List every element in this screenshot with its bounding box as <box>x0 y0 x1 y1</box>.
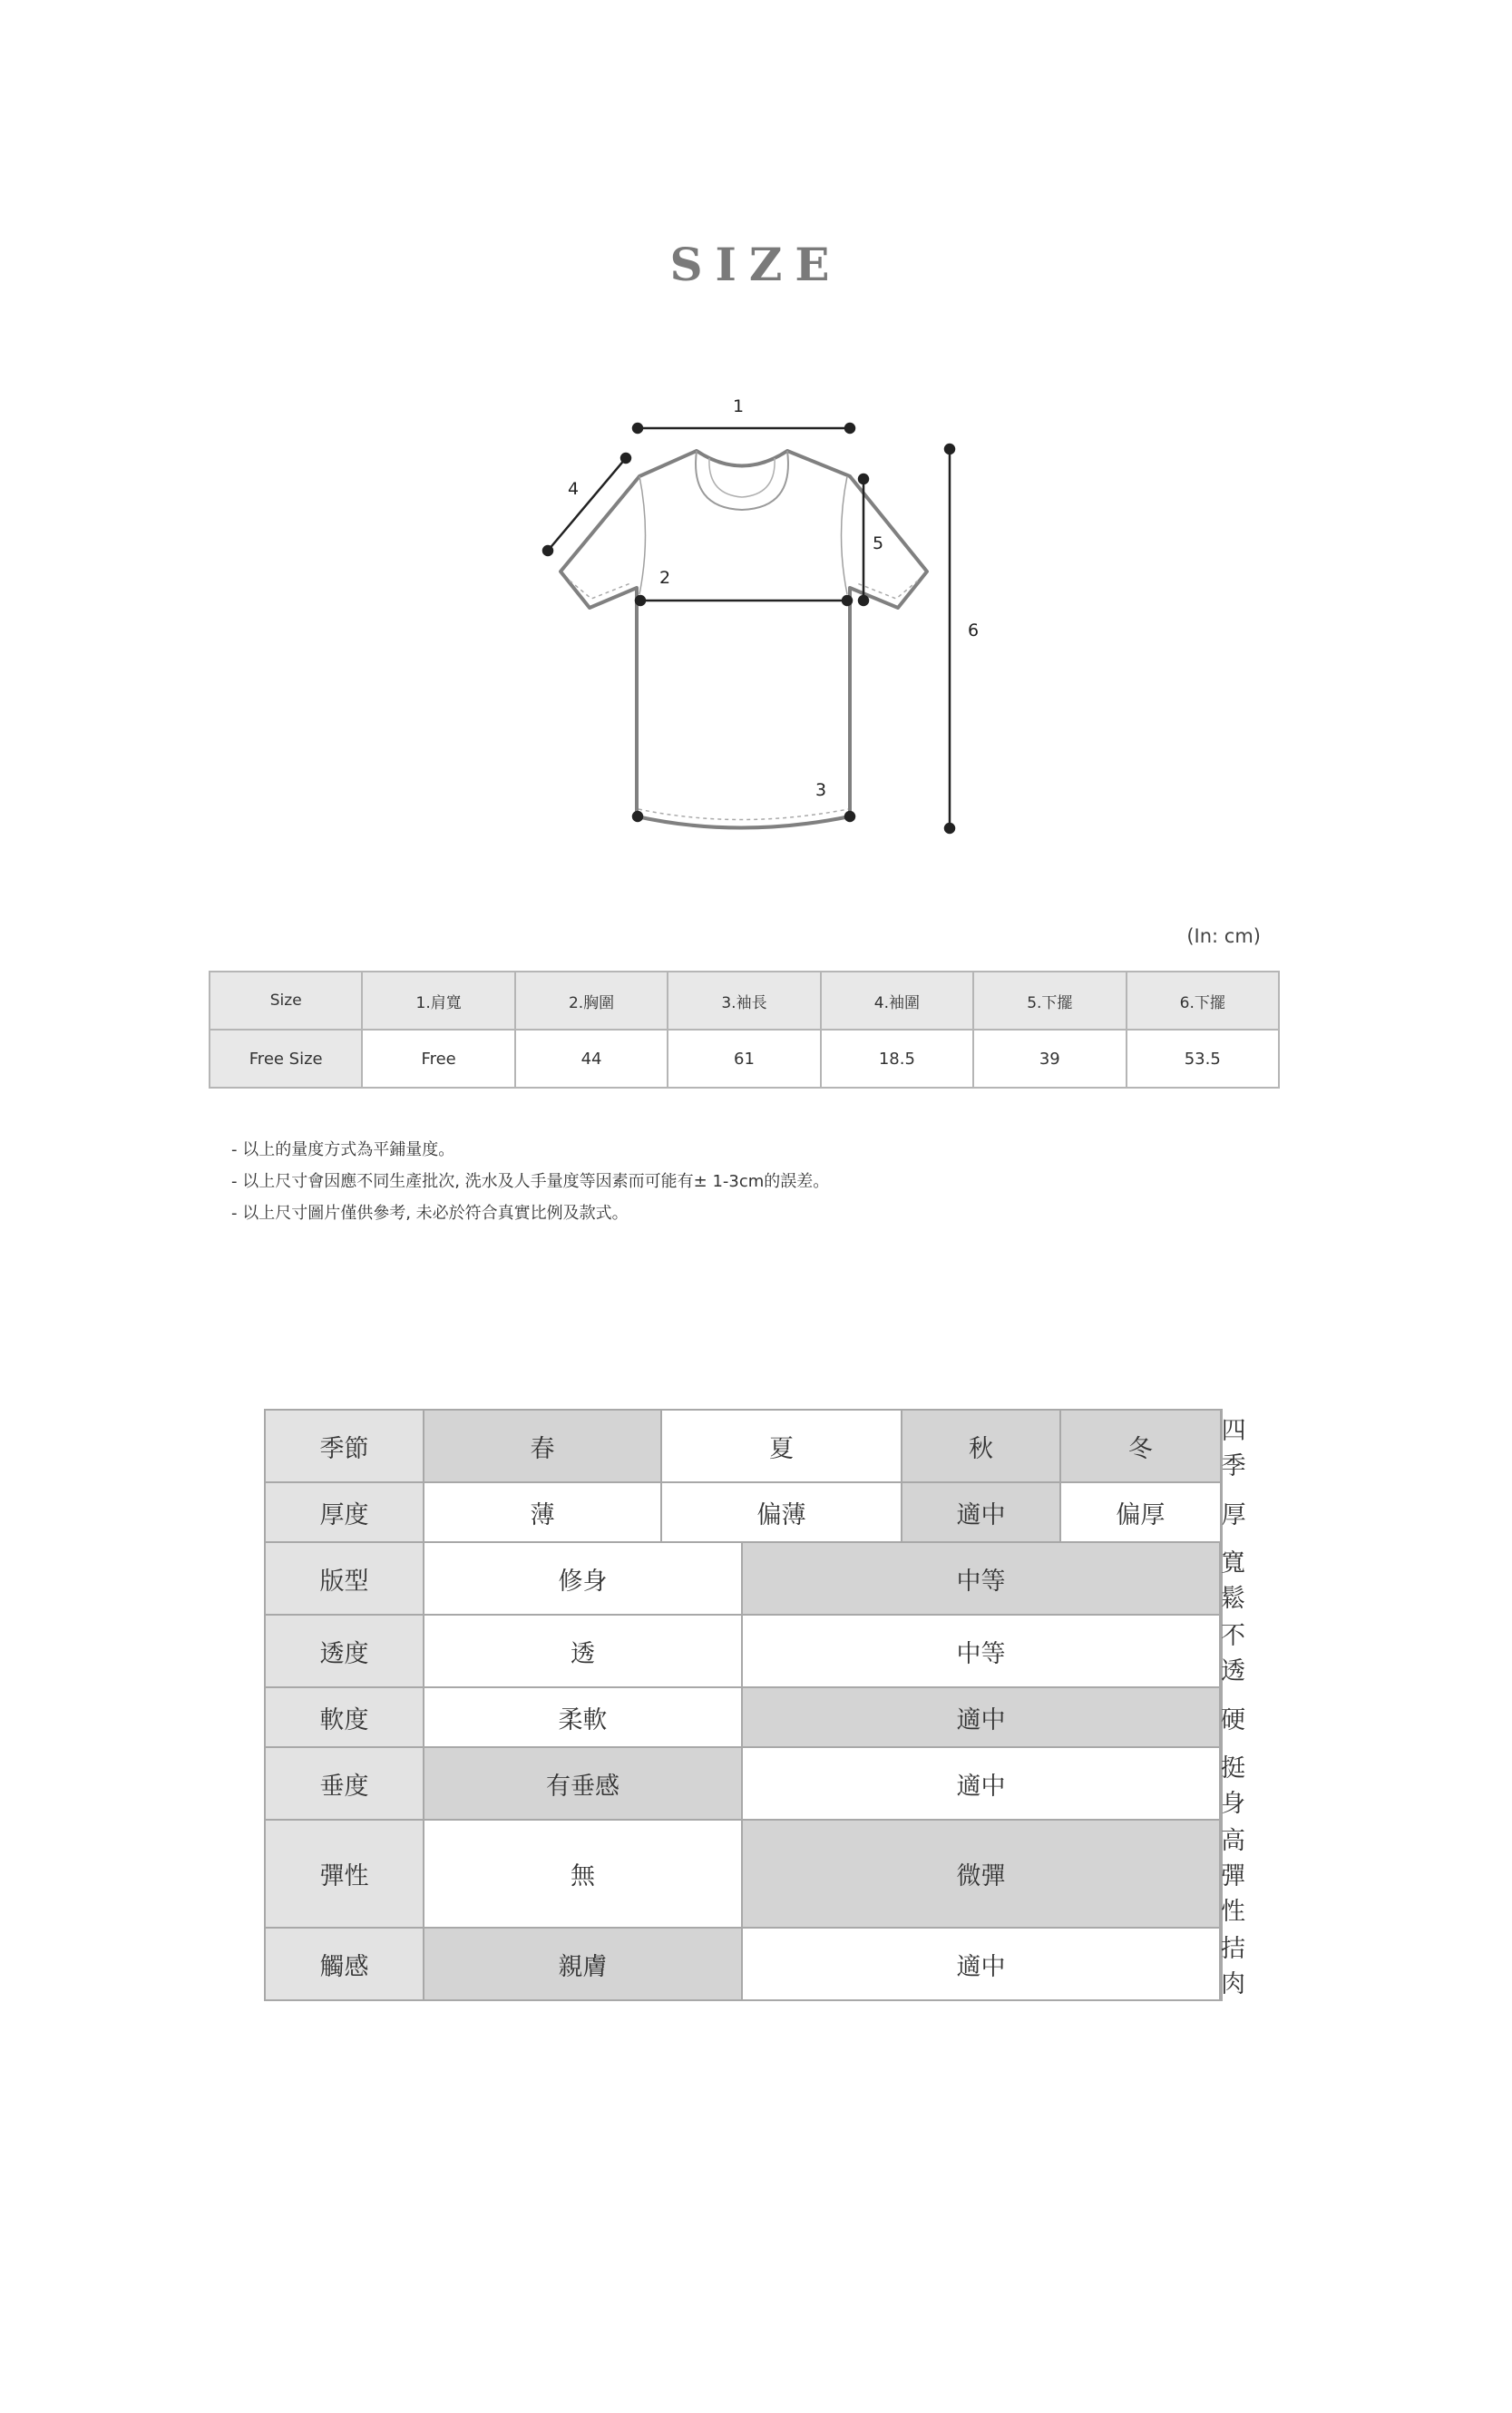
label-4: 4 <box>567 479 580 499</box>
measure-2-chest <box>636 596 852 605</box>
fabric-option: 無 <box>424 1820 742 1928</box>
label-2: 2 <box>658 568 671 588</box>
label-6: 6 <box>967 620 980 640</box>
fabric-option: 微彈 <box>742 1820 1220 1928</box>
fabric-option: 薄 <box>424 1482 661 1542</box>
fabric-row <box>265 1747 1222 1820</box>
size-header-cell: 6.下擺 <box>1127 972 1279 1030</box>
fabric-row-label: 彈性 <box>265 1820 424 1928</box>
fabric-option: 親膚 <box>424 1928 742 2000</box>
fabric-row <box>265 1482 1222 1542</box>
size-header-cell: 2.胸圍 <box>515 972 668 1030</box>
fabric-table <box>264 1409 1246 2001</box>
fabric-option: 柔軟 <box>424 1687 742 1747</box>
size-cell: 44 <box>515 1030 668 1088</box>
fabric-row <box>265 1410 1222 1482</box>
size-table <box>209 971 1280 1089</box>
fabric-row-label: 垂度 <box>265 1747 424 1820</box>
fabric-option: 中等 <box>742 1542 1220 1615</box>
fabric-option: 夏 <box>661 1410 902 1482</box>
label-3: 3 <box>815 780 827 800</box>
fabric-option: 適中 <box>902 1482 1060 1542</box>
size-cell: 39 <box>973 1030 1126 1088</box>
fabric-option: 硬 <box>1220 1687 1222 1747</box>
size-cell: Free <box>362 1030 514 1088</box>
fabric-option: 挺身 <box>1220 1747 1222 1820</box>
size-table-header <box>210 972 1279 1030</box>
fabric-option: 不透 <box>1220 1615 1222 1687</box>
notes <box>231 1134 829 1229</box>
fabric-option: 適中 <box>742 1747 1220 1820</box>
fabric-row-label: 觸感 <box>265 1928 424 2000</box>
fabric-option: 拮肉 <box>1220 1928 1222 2000</box>
fabric-option: 秋 <box>902 1410 1060 1482</box>
label-1: 1 <box>732 396 745 416</box>
size-header-cell: 3.袖長 <box>668 972 820 1030</box>
fabric-row-label: 季節 <box>265 1410 424 1482</box>
fabric-option: 春 <box>424 1410 661 1482</box>
fabric-option: 適中 <box>742 1928 1220 2000</box>
fabric-option: 四季 <box>1221 1410 1222 1482</box>
fabric-option: 偏厚 <box>1060 1482 1221 1542</box>
tshirt-outline <box>561 451 927 828</box>
size-cell: 61 <box>668 1030 820 1088</box>
fabric-row <box>265 1542 1222 1615</box>
fabric-option: 透 <box>424 1615 742 1687</box>
size-header-cell: 5.下擺 <box>973 972 1126 1030</box>
size-cell: Free Size <box>210 1030 362 1088</box>
fabric-option: 偏薄 <box>661 1482 902 1542</box>
size-header-cell: Size <box>210 972 362 1030</box>
size-cell: 18.5 <box>821 1030 973 1088</box>
label-5: 5 <box>872 533 884 553</box>
tshirt-size-diagram <box>0 0 1512 907</box>
fabric-option: 寬鬆 <box>1220 1542 1222 1615</box>
measure-1-shoulder <box>633 424 854 433</box>
fabric-option: 冬 <box>1060 1410 1221 1482</box>
note-line: - 以上的量度方式為平鋪量度。 <box>231 1140 455 1159</box>
fabric-row-label: 厚度 <box>265 1482 424 1542</box>
unit-note: (In: cm) <box>1186 925 1261 947</box>
fabric-option: 適中 <box>742 1687 1220 1747</box>
fabric-row <box>265 1687 1222 1747</box>
note-line: - 以上尺寸會因應不同生產批次, 洗水及人手量度等因素而可能有± 1-3cm的誤差。 <box>231 1172 830 1191</box>
fabric-option: 厚 <box>1221 1482 1222 1542</box>
fabric-row <box>265 1820 1222 1928</box>
measure-6-length <box>945 444 954 833</box>
fabric-option: 修身 <box>424 1542 742 1615</box>
note-line: - 以上尺寸圖片僅供參考, 未必於符合真實比例及款式。 <box>231 1204 629 1223</box>
size-header-cell: 4.袖圍 <box>821 972 973 1030</box>
fabric-row <box>265 1615 1222 1687</box>
fabric-row-label: 透度 <box>265 1615 424 1687</box>
fabric-row <box>265 1928 1222 2000</box>
measure-5-sleeve-length <box>859 474 868 605</box>
fabric-option: 中等 <box>742 1615 1220 1687</box>
fabric-option: 高彈性 <box>1220 1820 1222 1928</box>
fabric-row-label: 版型 <box>265 1542 424 1615</box>
page-title: SIZE <box>669 238 843 291</box>
size-table-row <box>210 1030 1279 1088</box>
fabric-option: 有垂感 <box>424 1747 742 1820</box>
size-cell: 53.5 <box>1127 1030 1279 1088</box>
fabric-row-label: 軟度 <box>265 1687 424 1747</box>
size-header-cell: 1.肩寬 <box>362 972 514 1030</box>
